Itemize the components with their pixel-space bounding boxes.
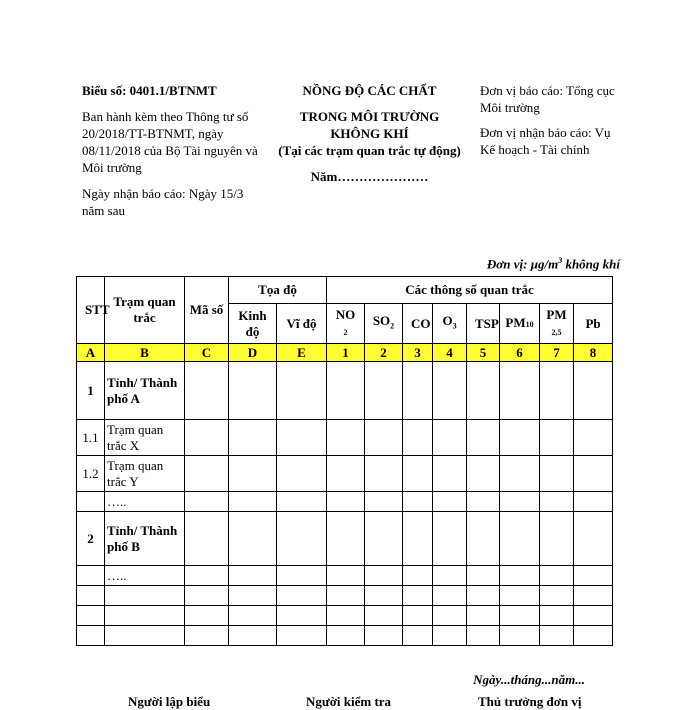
row-value-cell bbox=[433, 626, 467, 646]
row-value-cell bbox=[327, 420, 365, 456]
row-station bbox=[105, 586, 185, 606]
row-value-cell bbox=[403, 512, 433, 566]
index-row bbox=[77, 344, 613, 362]
row-value-cell bbox=[574, 362, 613, 420]
row-value-cell bbox=[277, 512, 327, 566]
row-value-cell bbox=[433, 512, 467, 566]
col-params: Các thông số quan trắc bbox=[327, 277, 613, 304]
unit-suffix: không khí bbox=[562, 256, 620, 272]
table-row bbox=[77, 456, 613, 492]
index-cell: E bbox=[277, 344, 327, 362]
col-co: CO bbox=[403, 304, 433, 344]
row-station bbox=[105, 626, 185, 646]
row-value-cell bbox=[540, 420, 574, 456]
index-cell: 1 bbox=[327, 344, 365, 362]
issued-with: Ban hành kèm theo Thông tư số 20/2018/TT-BTNMT, ngày 08/11/2018 của Bộ Tài nguyên và Môi trường bbox=[82, 109, 258, 175]
row-value-cell bbox=[277, 456, 327, 492]
row-value-cell bbox=[365, 362, 403, 420]
col-so2: $SO_2$ bbox=[365, 304, 403, 344]
row-value-cell bbox=[500, 606, 540, 626]
row-value-cell bbox=[229, 606, 277, 626]
row-stt: 1.2 bbox=[77, 456, 105, 492]
row-value-cell bbox=[277, 566, 327, 586]
table-row bbox=[77, 626, 613, 646]
row-value-cell bbox=[365, 512, 403, 566]
row-value-cell bbox=[467, 492, 500, 512]
row-value-cell bbox=[540, 586, 574, 606]
row-station: Tỉnh/ Thành phố A bbox=[105, 362, 185, 420]
row-value-cell bbox=[365, 566, 403, 586]
table-row bbox=[77, 420, 613, 456]
report-table bbox=[76, 276, 613, 646]
col-tsp: TSP bbox=[467, 304, 500, 344]
row-value-cell bbox=[500, 566, 540, 586]
row-value-cell bbox=[467, 362, 500, 420]
col-lat: Vĩ độ bbox=[277, 304, 327, 344]
unit-prefix: Đơn vị: μg/m bbox=[486, 256, 559, 272]
year-line: Năm………………… bbox=[310, 169, 429, 184]
index-cell: B bbox=[105, 344, 185, 362]
row-station: ….. bbox=[105, 492, 185, 512]
row-value-cell bbox=[540, 626, 574, 646]
col-lon: Kinh độ bbox=[229, 304, 277, 344]
row-value-cell bbox=[185, 566, 229, 586]
col-code: Mã số bbox=[185, 277, 229, 344]
index-cell: D bbox=[229, 344, 277, 362]
row-value-cell bbox=[403, 606, 433, 626]
row-value-cell bbox=[277, 586, 327, 606]
row-value-cell bbox=[327, 626, 365, 646]
index-cell: 6 bbox=[500, 344, 540, 362]
row-value-cell bbox=[574, 492, 613, 512]
signer-preparer: Người lập biểu bbox=[128, 694, 211, 709]
row-value-cell bbox=[433, 586, 467, 606]
unit-line bbox=[440, 252, 620, 272]
row-value-cell bbox=[540, 456, 574, 492]
row-value-cell bbox=[574, 566, 613, 586]
index-cell: 7 bbox=[540, 344, 574, 362]
table-row bbox=[77, 512, 613, 566]
row-value-cell bbox=[277, 606, 327, 626]
index-cell: 4 bbox=[433, 344, 467, 362]
row-value-cell bbox=[185, 586, 229, 606]
unit-sup: 3 bbox=[558, 256, 563, 265]
header-row-1 bbox=[77, 277, 613, 304]
row-value-cell bbox=[433, 492, 467, 512]
row-value-cell bbox=[277, 626, 327, 646]
row-value-cell bbox=[467, 586, 500, 606]
row-stt bbox=[77, 566, 105, 586]
index-cell: 5 bbox=[467, 344, 500, 362]
row-value-cell bbox=[185, 362, 229, 420]
row-value-cell bbox=[229, 420, 277, 456]
row-value-cell bbox=[327, 606, 365, 626]
row-value-cell bbox=[467, 626, 500, 646]
row-value-cell bbox=[277, 362, 327, 420]
row-station: ….. bbox=[105, 566, 185, 586]
index-cell: A bbox=[77, 344, 105, 362]
row-value-cell bbox=[574, 626, 613, 646]
row-value-cell bbox=[277, 420, 327, 456]
form-code: Biểu số: 0401.1/BTNMT bbox=[82, 83, 217, 98]
header-right bbox=[480, 82, 620, 166]
table-row bbox=[77, 362, 613, 420]
row-value-cell bbox=[229, 626, 277, 646]
row-value-cell bbox=[500, 362, 540, 420]
row-value-cell bbox=[403, 566, 433, 586]
table-row bbox=[77, 606, 613, 626]
row-value-cell bbox=[403, 456, 433, 492]
row-value-cell bbox=[540, 512, 574, 566]
row-value-cell bbox=[500, 492, 540, 512]
row-value-cell bbox=[327, 362, 365, 420]
row-value-cell bbox=[574, 586, 613, 606]
row-stt bbox=[77, 586, 105, 606]
col-station: Trạm quan trắc bbox=[105, 277, 185, 344]
row-value-cell bbox=[185, 492, 229, 512]
col-no2: NO 2 bbox=[327, 304, 365, 344]
row-station: Trạm quan trắc Y bbox=[105, 456, 185, 492]
row-value-cell bbox=[467, 512, 500, 566]
row-value-cell bbox=[574, 420, 613, 456]
row-value-cell bbox=[327, 586, 365, 606]
row-value-cell bbox=[574, 512, 613, 566]
row-value-cell bbox=[327, 566, 365, 586]
row-value-cell bbox=[327, 512, 365, 566]
receiving-unit: Đơn vị nhận báo cáo: Vụ Kế hoạch - Tài chính bbox=[480, 125, 611, 157]
row-value-cell bbox=[500, 586, 540, 606]
row-value-cell bbox=[185, 606, 229, 626]
row-value-cell bbox=[277, 492, 327, 512]
row-station bbox=[105, 606, 185, 626]
row-value-cell bbox=[229, 492, 277, 512]
row-value-cell bbox=[229, 586, 277, 606]
row-stt: 1 bbox=[77, 362, 105, 420]
row-stt: 1.1 bbox=[77, 420, 105, 456]
row-station: Trạm quan trắc X bbox=[105, 420, 185, 456]
row-value-cell bbox=[185, 626, 229, 646]
row-stt bbox=[77, 626, 105, 646]
row-stt bbox=[77, 492, 105, 512]
row-value-cell bbox=[500, 626, 540, 646]
title-line-2: TRONG MÔI TRƯỜNG KHÔNG KHÍ bbox=[299, 109, 440, 141]
row-station: Tỉnh/ Thành phố B bbox=[105, 512, 185, 566]
row-value-cell bbox=[365, 456, 403, 492]
row-value-cell bbox=[433, 566, 467, 586]
row-value-cell bbox=[403, 586, 433, 606]
table-row bbox=[77, 492, 613, 512]
table-body bbox=[77, 362, 613, 646]
row-value-cell bbox=[365, 626, 403, 646]
row-value-cell bbox=[433, 362, 467, 420]
reporting-unit: Đơn vị báo cáo: Tổng cục Môi trường bbox=[480, 83, 615, 115]
title-line-1: NỒNG ĐỘ CÁC CHẤT bbox=[302, 83, 437, 98]
row-value-cell bbox=[185, 420, 229, 456]
row-value-cell bbox=[229, 456, 277, 492]
title-line-3: (Tại các trạm quan trắc tự động) bbox=[278, 143, 461, 158]
row-value-cell bbox=[403, 492, 433, 512]
row-value-cell bbox=[365, 420, 403, 456]
col-o3: $O_3$ bbox=[433, 304, 467, 344]
receive-date: Ngày nhận báo cáo: Ngày 15/3 năm sau bbox=[82, 186, 244, 218]
date-line: Ngày...tháng...năm... bbox=[473, 672, 585, 687]
row-value-cell bbox=[403, 420, 433, 456]
row-value-cell bbox=[327, 492, 365, 512]
header-title bbox=[272, 82, 467, 185]
row-value-cell bbox=[540, 362, 574, 420]
col-pm10: PM10 bbox=[500, 304, 540, 344]
row-value-cell bbox=[500, 420, 540, 456]
row-value-cell bbox=[365, 586, 403, 606]
row-value-cell bbox=[185, 512, 229, 566]
row-value-cell bbox=[433, 456, 467, 492]
col-pm25: PM 2,5 bbox=[540, 304, 574, 344]
col-stt: STT bbox=[77, 277, 105, 344]
row-value-cell bbox=[500, 512, 540, 566]
table-row bbox=[77, 586, 613, 606]
row-value-cell bbox=[540, 606, 574, 626]
row-value-cell bbox=[229, 362, 277, 420]
row-value-cell bbox=[403, 362, 433, 420]
index-cell: 3 bbox=[403, 344, 433, 362]
row-value-cell bbox=[229, 566, 277, 586]
index-cell: 2 bbox=[365, 344, 403, 362]
row-value-cell bbox=[467, 456, 500, 492]
row-value-cell bbox=[433, 420, 467, 456]
row-value-cell bbox=[433, 606, 467, 626]
row-value-cell bbox=[467, 420, 500, 456]
row-value-cell bbox=[229, 512, 277, 566]
row-value-cell bbox=[185, 456, 229, 492]
row-value-cell bbox=[327, 456, 365, 492]
row-value-cell bbox=[574, 606, 613, 626]
row-value-cell bbox=[467, 566, 500, 586]
row-value-cell bbox=[403, 626, 433, 646]
index-cell: 8 bbox=[574, 344, 613, 362]
table-row bbox=[77, 566, 613, 586]
row-value-cell bbox=[467, 606, 500, 626]
header-left bbox=[82, 82, 267, 228]
col-coord: Tọa độ bbox=[229, 277, 327, 304]
row-value-cell bbox=[365, 606, 403, 626]
row-stt bbox=[77, 606, 105, 626]
signer-checker: Người kiểm tra bbox=[306, 694, 392, 709]
col-pb: Pb bbox=[574, 304, 613, 344]
row-stt: 2 bbox=[77, 512, 105, 566]
index-cell: C bbox=[185, 344, 229, 362]
row-value-cell bbox=[540, 566, 574, 586]
row-value-cell bbox=[365, 492, 403, 512]
row-value-cell bbox=[574, 456, 613, 492]
signer-head: Thủ trưởng đơn vị bbox=[478, 694, 582, 709]
signature-row bbox=[0, 694, 700, 709]
row-value-cell bbox=[500, 456, 540, 492]
row-value-cell bbox=[540, 492, 574, 512]
